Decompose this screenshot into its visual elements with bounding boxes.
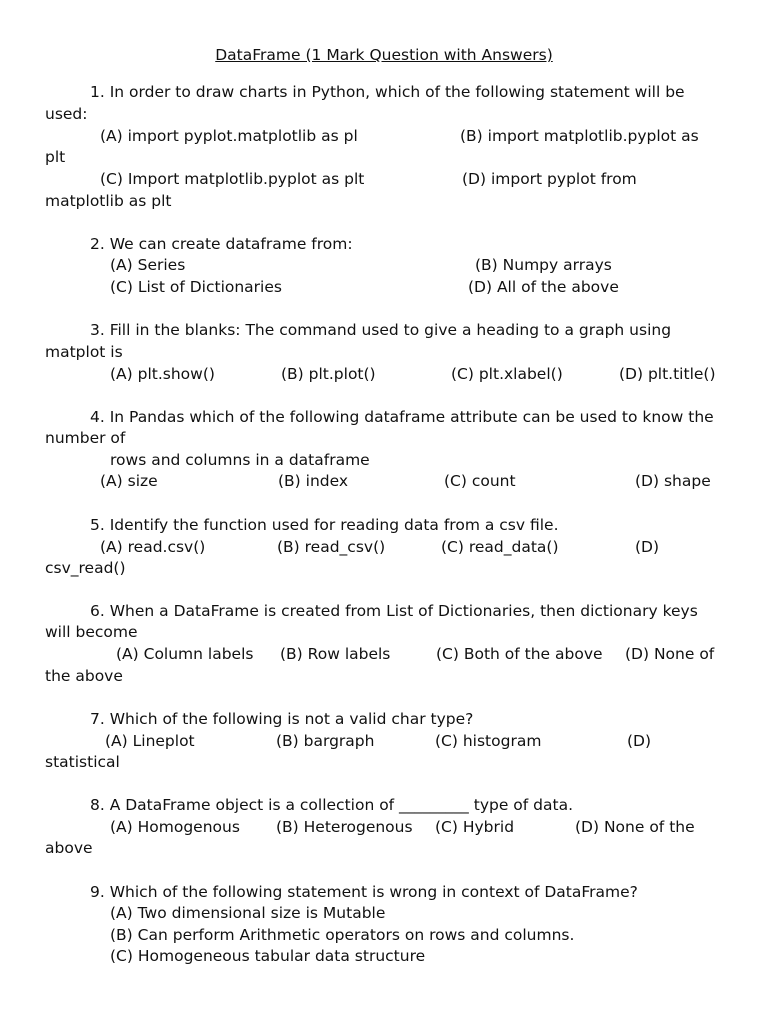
question-1-option-b: (B) import matplotlib.pyplot as [460,127,699,145]
question-6-option-c: (C) Both of the above [436,645,603,663]
question-7-option-c: (C) histogram [435,732,542,750]
question-8-option-b: (B) Heterogenous [276,818,413,836]
question-1-text: 1. In order to draw charts in Python, which of the following statement will be [90,83,685,101]
question-1-option-b-cont: plt [45,148,66,166]
question-6-option-a: (A) Column labels [116,645,254,663]
question-5-option-b: (B) read_csv() [277,538,386,556]
question-4-text: 4. In Pandas which of the following dataframe attribute can be used to know the [90,408,714,426]
question-1-option-d-cont: matplotlib as plt [45,192,172,210]
question-8-text: 8. A DataFrame object is a collection of _________ type of data. [90,796,573,814]
question-9-text: 9. Which of the following statement is wrong in context of DataFrame? [90,883,638,901]
question-7-option-d: (D) [627,732,652,750]
question-4-option-d: (D) shape [635,472,711,490]
question-6-option-d: (D) None of [625,645,715,663]
question-1-option-c: (C) Import matplotlib.pyplot as plt [100,170,365,188]
question-6-text-cont: will become [45,623,138,641]
question-5-option-a: (A) read.csv() [100,538,206,556]
question-1-option-a: (A) import pyplot.matplotlib as pl [100,127,358,145]
question-8-option-c: (C) Hybrid [435,818,515,836]
question-9-option-c: (C) Homogeneous tabular data structure [110,947,426,965]
question-2-option-c: (C) List of Dictionaries [110,278,282,296]
question-5-text: 5. Identify the function used for reading data from a csv file. [90,516,559,534]
question-7-option-b: (B) bargraph [276,732,375,750]
question-3-option-c: (C) plt.xlabel() [451,365,563,383]
question-4-option-a: (A) size [100,472,158,490]
question-3-text-cont: matplot is [45,343,123,361]
question-4-text-cont: number of [45,429,126,447]
question-2-text: 2. We can create dataframe from: [90,235,353,253]
question-2-option-b: (B) Numpy arrays [475,256,612,274]
question-3-option-b: (B) plt.plot() [281,365,376,383]
question-8-option-d-cont: above [45,839,93,857]
question-8-option-d: (D) None of the [575,818,695,836]
question-7-option-d-cont: statistical [45,753,120,771]
question-8-option-a: (A) Homogenous [110,818,240,836]
question-5-option-c: (C) read_data() [441,538,559,556]
document-title: DataFrame (1 Mark Question with Answers) [215,46,553,64]
question-6-text: 6. When a DataFrame is created from List of Dictionaries, then dictionary keys [90,602,698,620]
question-4-text-cont2: rows and columns in a dataframe [110,451,370,469]
question-4-option-b: (B) index [278,472,349,490]
question-7-option-a: (A) Lineplot [105,732,195,750]
question-9-option-a: (A) Two dimensional size is Mutable [110,904,386,922]
question-9-option-b: (B) Can perform Arithmetic operators on rows and columns. [110,926,575,944]
question-6-option-d-cont: the above [45,667,123,685]
question-7-text: 7. Which of the following is not a valid char type? [90,710,474,728]
question-1-text-cont: used: [45,105,88,123]
question-2-option-d: (D) All of the above [468,278,619,296]
question-6-option-b: (B) Row labels [280,645,391,663]
question-5-option-d: (D) [635,538,660,556]
question-3-option-a: (A) plt.show() [110,365,215,383]
question-2-option-a: (A) Series [110,256,186,274]
question-1-option-d: (D) import pyplot from [462,170,637,188]
question-4-option-c: (C) count [444,472,516,490]
question-3-text: 3. Fill in the blanks: The command used to give a heading to a graph using [90,321,672,339]
question-3-option-d: (D) plt.title() [619,365,716,383]
question-5-option-d-cont: csv_read() [45,559,126,577]
